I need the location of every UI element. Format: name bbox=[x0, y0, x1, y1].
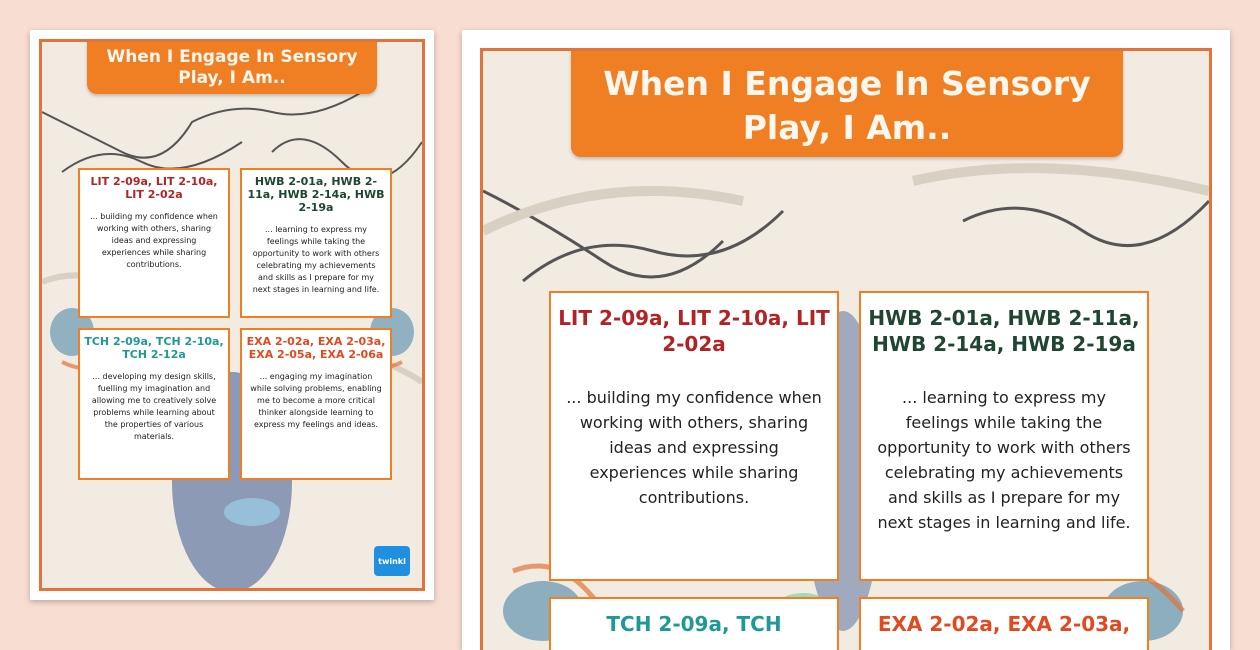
poster-frame bbox=[39, 39, 425, 591]
card-exa bbox=[240, 328, 392, 480]
card-tch-code: TCH 2-09a, TCH 2-10a, TCH 2-12a bbox=[84, 335, 224, 361]
card-tch-large bbox=[549, 597, 839, 650]
poster-title-banner bbox=[87, 42, 377, 94]
card-lit-text: ... building my confidence when working with others, sharing ideas and expressing experiences while sharing contributions. bbox=[90, 212, 218, 269]
twinkl-logo-text: twinkl bbox=[378, 556, 406, 566]
poster-title: When I Engage In Sensory Play, I Am.. bbox=[106, 47, 358, 88]
card-tch-text: ... developing my design skills, fuelling my imagination and allowing me to creatively solve problems while learning about the properties of various materials. bbox=[91, 372, 217, 441]
card-tch bbox=[78, 328, 230, 480]
card-hwb-code-large: HWB 2-01a, HWB 2-11a, HWB 2-14a, HWB 2-19a bbox=[868, 306, 1140, 356]
card-hwb bbox=[240, 168, 392, 318]
card-exa-large bbox=[859, 597, 1149, 650]
poster-thumbnail[interactable] bbox=[30, 30, 434, 600]
card-hwb-text: ... learning to express my feelings while taking the opportunity to work with others celebrating my achievements and skills as I prepare for my next stages in learning and life. bbox=[252, 225, 380, 294]
card-lit-large bbox=[549, 291, 839, 581]
poster-title-banner-large bbox=[571, 51, 1123, 157]
twinkl-logo bbox=[374, 546, 410, 576]
card-lit-code-large: LIT 2-09a, LIT 2-10a, LIT 2-02a bbox=[558, 306, 830, 356]
card-tch-code-large: TCH 2-09a, TCH bbox=[606, 612, 782, 636]
poster-frame-large bbox=[480, 48, 1212, 650]
card-hwb-large bbox=[859, 291, 1149, 581]
card-exa-text: ... engaging my imagination while solving problems, enabling me to become a more critical thinker alongside learning to express my feelings and ideas. bbox=[250, 372, 382, 429]
card-lit bbox=[78, 168, 230, 318]
card-exa-code-large: EXA 2-02a, EXA 2-03a, bbox=[877, 612, 1131, 636]
poster-title-large: When I Engage In Sensory Play, I Am.. bbox=[603, 64, 1091, 147]
card-hwb-text-large: ... learning to express my feelings while taking the opportunity to work with others celebrating my achievements and skills as I prepare for my next stages in learning and life. bbox=[877, 388, 1131, 532]
poster-zoomed-preview[interactable] bbox=[462, 30, 1230, 650]
card-lit-text-large: ... building my confidence when working with others, sharing ideas and expressing experiences while sharing contributions. bbox=[566, 388, 822, 507]
card-exa-code: EXA 2-02a, EXA 2-03a, EXA 2-05a, EXA 2-06a bbox=[246, 335, 386, 361]
card-lit-code: LIT 2-09a, LIT 2-10a, LIT 2-02a bbox=[90, 175, 218, 201]
card-hwb-code: HWB 2-01a, HWB 2-11a, HWB 2-14a, HWB 2-19a bbox=[247, 175, 385, 214]
